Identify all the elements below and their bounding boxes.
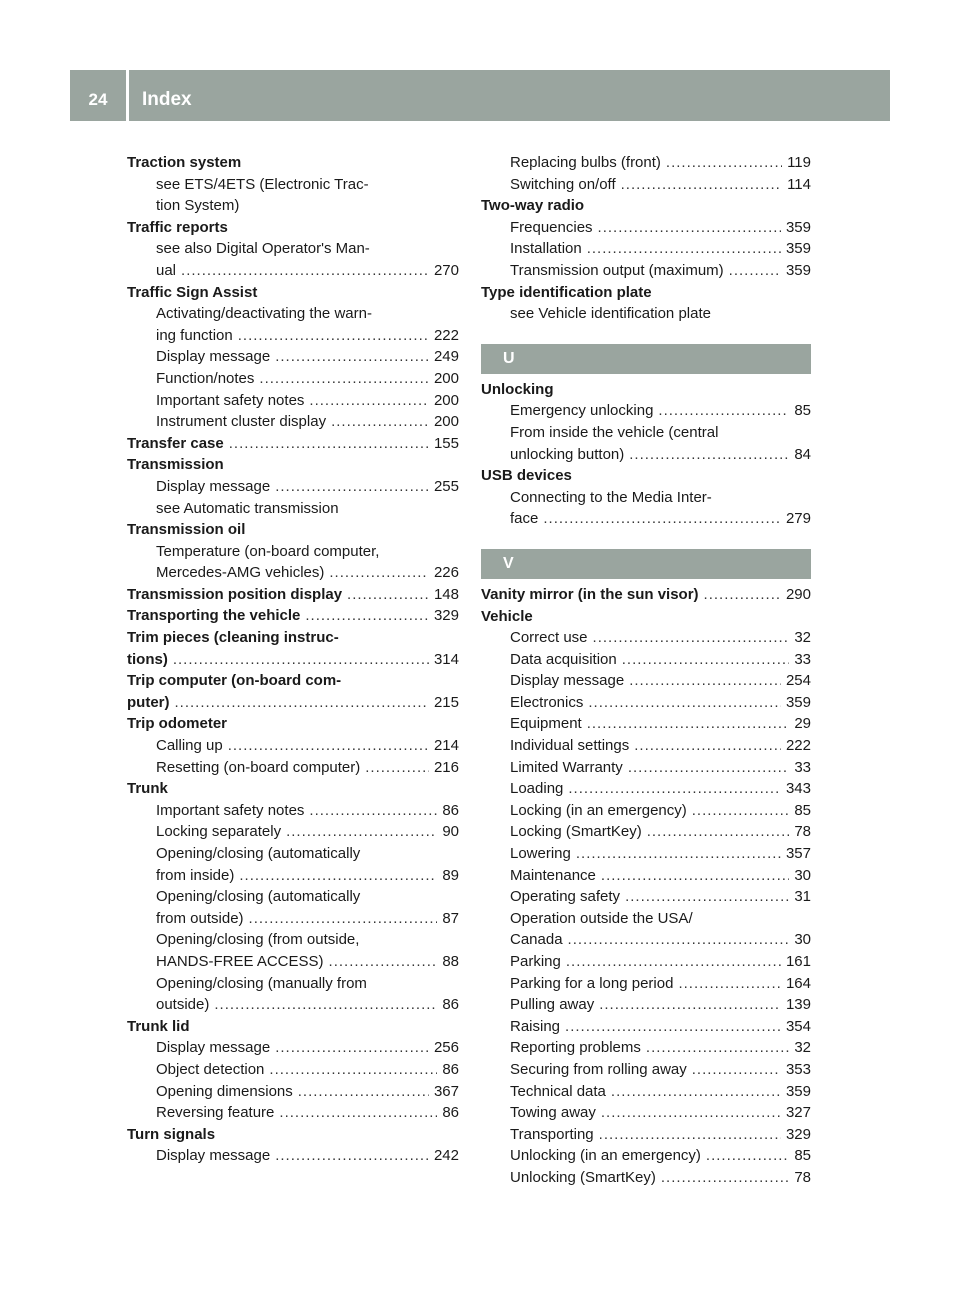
section-letter-u: U — [481, 344, 811, 374]
index-heading: Two-way radio — [481, 197, 585, 215]
entry-text: Transfer case — [127, 434, 224, 452]
page-ref: 249 — [433, 348, 459, 366]
page-ref: 85 — [794, 801, 811, 819]
page-ref: 290 — [785, 585, 811, 603]
index-entry — [481, 1016, 811, 1038]
leader-dots — [238, 325, 429, 347]
leader-dots — [249, 908, 438, 930]
leader-dots — [175, 692, 429, 714]
index-entry — [481, 627, 811, 649]
entry-text: Locking (in an emergency) — [510, 801, 687, 819]
entry-text: Display message — [510, 672, 625, 690]
leader-dots — [622, 649, 790, 671]
page-ref: 359 — [785, 693, 811, 711]
page-ref: 86 — [442, 801, 459, 819]
index-entry — [127, 821, 459, 843]
leader-dots — [598, 217, 781, 239]
page-ref: 33 — [794, 758, 811, 776]
index-entry — [481, 260, 811, 282]
index-entry — [481, 444, 811, 466]
page-ref: 119 — [787, 154, 811, 171]
entry-text: Individual settings — [510, 737, 630, 755]
page-ref: 343 — [785, 780, 811, 798]
page-ref: 32 — [794, 629, 811, 647]
index-subentry: see ETS/4ETS (Electronic Trac- — [156, 175, 369, 193]
leader-dots — [229, 433, 429, 455]
leader-dots — [647, 821, 790, 843]
page-ref: 354 — [785, 1017, 811, 1035]
leader-dots — [692, 1059, 781, 1081]
page-ref: 30 — [794, 931, 811, 949]
index-entry — [481, 1167, 811, 1189]
entry-text: tions) — [127, 650, 168, 668]
page-ref: 155 — [433, 434, 459, 452]
entry-text: Lowering — [510, 845, 571, 863]
entry-text: ual — [156, 261, 177, 279]
index-heading: Type identification plate — [481, 283, 652, 301]
leader-dots — [658, 400, 789, 422]
index-heading: Trip computer (on-board com- — [127, 672, 342, 690]
page-ref: 148 — [433, 585, 459, 603]
page-ref: 254 — [785, 672, 811, 690]
index-entry — [481, 951, 811, 973]
leader-dots — [365, 757, 429, 779]
leader-dots — [329, 951, 438, 973]
page-ref: 353 — [785, 1060, 811, 1078]
index-entry — [127, 562, 459, 584]
entry-text: Instrument cluster display — [156, 413, 327, 431]
leader-dots — [704, 584, 781, 606]
page-ref: 215 — [433, 693, 459, 711]
index-entry — [481, 217, 811, 239]
index-subentry: see also Digital Operator's Man- — [156, 240, 370, 258]
entry-text: Object detection — [156, 1060, 265, 1078]
leader-dots — [568, 929, 790, 951]
page-ref: 329 — [433, 607, 459, 625]
entry-text: puter) — [127, 693, 170, 711]
leader-dots — [543, 508, 781, 530]
leader-dots — [666, 152, 782, 174]
entry-text: Towing away — [510, 1104, 596, 1122]
entry-text: unlocking button) — [510, 445, 625, 463]
entry-text: Parking — [510, 953, 561, 970]
index-entry — [481, 400, 811, 422]
page-ref: 329 — [785, 1125, 811, 1143]
page-ref: 89 — [442, 866, 459, 884]
entry-text: Opening dimensions — [156, 1082, 293, 1100]
leader-dots — [347, 584, 429, 606]
leader-dots — [629, 670, 781, 692]
leader-dots — [611, 1081, 781, 1103]
section-letter-v: V — [481, 549, 811, 579]
index-heading: Transmission oil — [127, 521, 246, 539]
page-ref: 32 — [794, 1039, 811, 1057]
index-entry — [481, 174, 811, 196]
leader-dots — [331, 411, 429, 433]
leader-dots — [286, 821, 437, 843]
page-ref: 216 — [433, 758, 459, 776]
index-entry — [127, 908, 459, 930]
index-entry — [127, 1102, 459, 1124]
entry-text: Maintenance — [510, 866, 596, 884]
entry-text: Important safety notes — [156, 391, 305, 409]
page-ref: 214 — [433, 737, 459, 755]
index-subentry: Operation outside the USA/ — [510, 909, 693, 927]
page-ref: 359 — [785, 240, 811, 258]
leader-dots — [729, 260, 781, 282]
index-entry — [481, 735, 811, 757]
page-ref: 33 — [794, 650, 811, 668]
index-entry — [481, 238, 811, 260]
page-ref: 114 — [787, 175, 811, 193]
index-subentry: Opening/closing (manually from — [156, 974, 367, 992]
index-entry — [127, 433, 459, 455]
page-ref: 85 — [794, 402, 811, 420]
index-entry — [481, 843, 811, 865]
leader-dots — [275, 476, 429, 498]
index-entry — [481, 713, 811, 735]
index-subentry: tion System) — [156, 197, 240, 215]
index-heading: Traction system — [127, 154, 242, 171]
entry-text: Pulling away — [510, 996, 595, 1014]
leader-dots — [646, 1037, 789, 1059]
leader-dots — [599, 994, 781, 1016]
page-ref: 222 — [433, 326, 459, 344]
index-entry — [127, 368, 459, 390]
index-entry — [127, 692, 459, 714]
index-entry — [481, 1145, 811, 1167]
leader-dots — [599, 1124, 781, 1146]
index-entry — [481, 508, 811, 530]
leader-dots — [309, 390, 429, 412]
index-entry — [481, 973, 811, 995]
entry-text: Display message — [156, 1039, 271, 1057]
index-entry — [127, 1037, 459, 1059]
entry-text: Locking (SmartKey) — [510, 823, 642, 841]
index-entry — [127, 951, 459, 973]
page-ref: 256 — [433, 1039, 459, 1057]
entry-text: Transporting — [510, 1125, 594, 1143]
leader-dots — [692, 800, 790, 822]
entry-text: Calling up — [156, 737, 223, 755]
entry-text: Resetting (on-board computer) — [156, 758, 361, 776]
page-ref: 359 — [785, 218, 811, 236]
leader-dots — [625, 886, 789, 908]
index-entry — [481, 865, 811, 887]
leader-dots — [214, 994, 437, 1016]
entry-text: Reporting problems — [510, 1039, 641, 1057]
index-entry — [127, 346, 459, 368]
leader-dots — [621, 174, 782, 196]
leader-dots — [678, 973, 781, 995]
index-subentry: Activating/deactivating the warn- — [156, 305, 372, 323]
index-entry — [481, 152, 811, 174]
page-ref: 164 — [785, 974, 811, 992]
page-ref: 87 — [442, 909, 459, 927]
page-ref: 359 — [785, 1082, 811, 1100]
page-ref: 200 — [433, 369, 459, 387]
page-ref: 84 — [794, 445, 811, 463]
index-subentry: Opening/closing (from outside, — [156, 931, 360, 949]
page-ref: 314 — [433, 650, 459, 668]
entry-text: Transporting the vehicle — [127, 607, 301, 625]
leader-dots — [601, 1102, 781, 1124]
entry-text: from outside) — [156, 909, 244, 927]
entry-text: Canada — [510, 931, 563, 949]
entry-text: Replacing bulbs (front) — [510, 154, 661, 171]
page-ref: 78 — [794, 823, 811, 841]
index-entry — [127, 649, 459, 671]
entry-text: ing function — [156, 326, 233, 344]
index-heading: Trip odometer — [127, 715, 228, 733]
index-entry — [127, 1081, 459, 1103]
index-subentry: Opening/closing (automatically — [156, 888, 361, 906]
entry-text: face — [510, 510, 539, 528]
entry-text: Parking for a long period — [510, 974, 674, 992]
leader-dots — [706, 1145, 789, 1167]
entry-text: Correct use — [510, 629, 588, 647]
page-ref: 279 — [785, 510, 811, 528]
index-entry — [127, 411, 459, 433]
index-heading: Turn signals — [127, 1125, 216, 1143]
index-heading: Transmission — [127, 456, 224, 474]
page-ref: 255 — [433, 477, 459, 495]
leader-dots — [181, 260, 429, 282]
index-entry — [127, 605, 459, 627]
index-entry — [481, 994, 811, 1016]
leader-dots — [275, 1037, 429, 1059]
page-ref: 359 — [785, 261, 811, 279]
page-ref: 200 — [433, 413, 459, 431]
entry-text: Locking separately — [156, 823, 282, 841]
index-entry — [127, 994, 459, 1016]
index-entry — [481, 800, 811, 822]
leader-dots — [275, 1145, 429, 1167]
entry-text: Securing from rolling away — [510, 1060, 687, 1078]
page-ref: 327 — [785, 1104, 811, 1122]
entry-text: Function/notes — [156, 369, 255, 387]
index-subentry: Temperature (on-board computer, — [156, 542, 380, 560]
index-subentry: see Automatic transmission — [156, 499, 339, 517]
page-ref: 200 — [433, 391, 459, 409]
leader-dots — [587, 713, 790, 735]
leader-dots — [259, 368, 429, 390]
leader-dots — [298, 1081, 429, 1103]
index-entry — [481, 1037, 811, 1059]
page-ref: 86 — [442, 1060, 459, 1078]
index-heading: Trunk lid — [127, 1017, 190, 1035]
index-entry — [481, 929, 811, 951]
entry-text: Display message — [156, 477, 271, 495]
entry-text: Technical data — [510, 1082, 606, 1100]
page-ref: 86 — [442, 1104, 459, 1122]
index-subentry: From inside the vehicle (central — [510, 423, 719, 441]
index-entry — [127, 584, 459, 606]
index-entry — [481, 821, 811, 843]
index-heading: Traffic Sign Assist — [127, 283, 258, 301]
entry-text: HANDS-FREE ACCESS) — [156, 952, 324, 970]
leader-dots — [275, 346, 429, 368]
index-column-right — [481, 152, 811, 1189]
leader-dots — [588, 692, 781, 714]
entry-text: Electronics — [510, 693, 584, 711]
page-ref: 85 — [794, 1147, 811, 1165]
entry-text: Operating safety — [510, 888, 621, 906]
index-entry — [481, 757, 811, 779]
section-title: Index — [142, 89, 192, 110]
index-heading: USB devices — [481, 467, 572, 485]
entry-text: Display message — [156, 348, 271, 366]
entry-text: Vanity mirror (in the sun visor) — [481, 585, 699, 603]
page-header-bar — [70, 70, 890, 121]
index-heading: Trunk — [127, 780, 168, 798]
entry-text: Raising — [510, 1017, 561, 1035]
index-entry — [481, 886, 811, 908]
entry-text: Data acquisition — [510, 650, 617, 668]
index-subentry: see Vehicle identification plate — [510, 305, 711, 323]
index-entry — [481, 1059, 811, 1081]
leader-dots — [661, 1167, 789, 1189]
entry-text: Mercedes-AMG vehicles) — [156, 564, 325, 582]
entry-text: Transmission position display — [127, 585, 343, 603]
index-entry — [481, 1081, 811, 1103]
entry-text: from inside) — [156, 866, 235, 884]
index-entry — [481, 670, 811, 692]
page-ref: 90 — [442, 823, 459, 841]
leader-dots — [587, 238, 781, 260]
index-entry — [127, 800, 459, 822]
index-subentry: Opening/closing (automatically — [156, 845, 361, 862]
entry-text: Reversing feature — [156, 1104, 275, 1122]
page-ref: 270 — [433, 261, 459, 279]
entry-text: Unlocking (in an emergency) — [510, 1147, 701, 1165]
page-number: 24 — [88, 90, 108, 109]
index-entry — [127, 260, 459, 282]
page-ref: 29 — [794, 715, 811, 733]
page-ref: 31 — [794, 888, 811, 906]
index-heading: Trim pieces (cleaning instruc- — [127, 629, 339, 647]
index-heading: Vehicle — [481, 607, 533, 625]
entry-text: Equipment — [510, 715, 582, 733]
index-entry — [481, 584, 811, 606]
index-entry — [127, 476, 459, 498]
page-ref: 139 — [785, 996, 811, 1014]
index-entry — [481, 1102, 811, 1124]
leader-dots — [629, 444, 789, 466]
leader-dots — [228, 735, 429, 757]
index-entry — [127, 865, 459, 887]
entry-text: Frequencies — [510, 218, 593, 236]
page-ref: 86 — [442, 996, 459, 1014]
leader-dots — [593, 627, 790, 649]
entry-text: Unlocking (SmartKey) — [510, 1168, 656, 1186]
index-entry — [127, 757, 459, 779]
index-heading: Unlocking — [481, 380, 554, 398]
leader-dots — [566, 951, 781, 973]
page-ref: 367 — [433, 1082, 459, 1100]
index-entry — [481, 692, 811, 714]
leader-dots — [634, 735, 781, 757]
page-ref: 88 — [442, 952, 459, 970]
header-divider — [126, 70, 129, 121]
page-ref: 30 — [794, 866, 811, 884]
leader-dots — [565, 1016, 781, 1038]
entry-text: Important safety notes — [156, 801, 305, 819]
leader-dots — [279, 1102, 437, 1124]
index-entry — [481, 778, 811, 800]
leader-dots — [239, 865, 437, 887]
leader-dots — [305, 605, 429, 627]
entry-text: Display message — [156, 1147, 271, 1165]
index-entry — [481, 649, 811, 671]
leader-dots — [309, 800, 437, 822]
page-ref: 357 — [785, 845, 811, 863]
leader-dots — [628, 757, 790, 779]
page-ref: 242 — [433, 1147, 459, 1165]
entry-text: Transmission output (maximum) — [510, 261, 724, 279]
leader-dots — [568, 778, 781, 800]
index-entry — [127, 325, 459, 347]
leader-dots — [269, 1059, 437, 1081]
page-ref: 78 — [794, 1168, 811, 1186]
index-entry — [127, 1145, 459, 1167]
index-entry — [127, 390, 459, 412]
leader-dots — [173, 649, 429, 671]
page-ref: 222 — [785, 737, 811, 755]
index-heading: Traffic reports — [127, 218, 228, 236]
index-entry — [127, 1059, 459, 1081]
index-column-left — [127, 152, 459, 1167]
leader-dots — [601, 865, 789, 887]
entry-text: Loading — [510, 780, 564, 798]
entry-text: Installation — [510, 240, 582, 258]
index-entry — [481, 1124, 811, 1146]
leader-dots — [329, 562, 429, 584]
entry-text: outside) — [156, 996, 210, 1014]
leader-dots — [576, 843, 781, 865]
index-subentry: Connecting to the Media Inter- — [510, 488, 712, 506]
page-ref: 161 — [785, 953, 811, 970]
page-ref: 226 — [433, 564, 459, 582]
index-entry — [127, 735, 459, 757]
entry-text: Switching on/off — [510, 175, 616, 193]
entry-text: Limited Warranty — [510, 758, 623, 776]
entry-text: Emergency unlocking — [510, 402, 654, 420]
